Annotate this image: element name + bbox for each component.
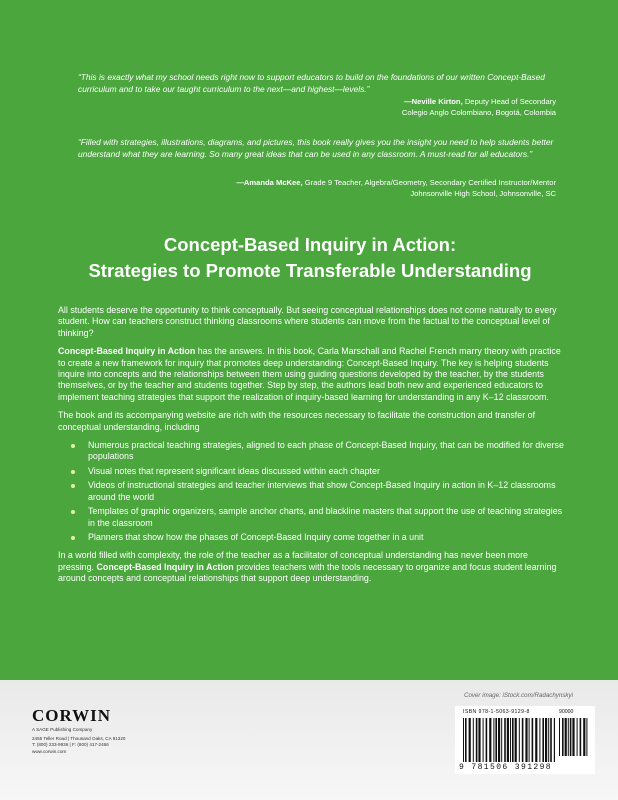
headline-line-2: Strategies to Promote Transferable Understanding	[88, 260, 532, 281]
paragraph-3: The book and its accompanying website are rich with the resources necessary to facilitate the construction and transfer of conceptual understanding, including	[58, 410, 536, 432]
cover-credit: Cover image: iStock.com/Radachynskyi	[463, 692, 573, 699]
endorsement-quote-2: “Filled with strategies, illustrations, diagrams, and pictures, this book really gives you the insight you need to help students better understand what they are learning. So many great ideas that can be used in any classroom. A must-read for all educators.”	[78, 137, 554, 159]
list-item: Planners that show how the phases of Concept-Based Inquiry come together in a unit	[88, 532, 566, 543]
publisher-address	[32, 736, 125, 755]
paragraph-1: All students deserve the opportunity to think conceptually. But seeing conceptual relationships does not come naturally to every student. How can teachers construct thinking classrooms where students can move from the factual to the conceptual level of thinking?	[58, 305, 557, 338]
book-headline	[40, 232, 580, 284]
book-title-bold-2: Concept-Based Inquiry in Action	[96, 561, 234, 572]
endorsement-quote-1: “This is exactly what my school needs right now to support educators to build on the foundations of our written Concept-Based curriculum and to take our taught curriculum to the next—and highest—levels.”	[78, 72, 545, 94]
endorsement-attribution-2	[236, 178, 556, 199]
endorsement-attribution-1	[402, 97, 556, 118]
logo-subtitle: A SAGE Publishing Company	[32, 727, 93, 732]
addon-number: 90000	[559, 709, 574, 715]
endorser-title-2: Grade 9 Teacher, Algebra/Geometry, Secondary Certified Instructor/Mentor	[304, 178, 556, 187]
endorser-name-2: —Amanda McKee,	[236, 178, 303, 187]
headline-line-1: Concept-Based Inquiry in Action:	[163, 234, 457, 255]
list-item: Videos of instructional strategies and teacher interviews that show Concept-Based Inquiry in action in K–12 classrooms around the world	[88, 480, 566, 503]
paragraph-2-text: has the answers. In this book, Carla Marschall and Rachel French marry theory with practice to create a new framework for inquiry that promotes deep understanding: Concept-Based Inquiry. The key is helping students inquire into concepts and the relationships between them using guiding questions developed by the teacher, by the students themselves, or by the teacher and students together. Step by step, the authors lead both new and experienced educators to implement teaching strategies that support the realization of inquiry-based learning for understanding in any K–12 classroom.	[58, 346, 561, 402]
addon-barcode-bars	[559, 718, 589, 762]
isbn-text: ISBN 978-1-5063-9129-8	[463, 709, 530, 715]
website-line: www.corwin.com	[32, 748, 67, 754]
list-item: Templates of graphic organizers, sample anchor charts, and blackline masters that support the use of teaching strategies in the classroom	[88, 506, 566, 529]
isbn-barcode	[455, 706, 595, 774]
endorser-title-1: Deputy Head of Secondary	[464, 97, 556, 106]
endorser-name-1: —Neville Kirton,	[404, 97, 463, 106]
feature-list	[58, 440, 566, 543]
phone-line: T: (800) 233-9936 | F: (800) 417-2466	[32, 742, 109, 748]
barcode-bars	[463, 718, 555, 762]
list-item: Visual notes that represent significant ideas discussed within each chapter	[88, 466, 566, 477]
logo-wordmark: CORWIN	[32, 706, 112, 725]
book-title-bold: Concept-Based Inquiry in Action	[58, 346, 196, 357]
list-item: Numerous practical teaching strategies, aligned to each phase of Concept-Based Inquiry, that can be modified for diverse populations	[88, 440, 566, 463]
paragraph-4-end: provides teachers with the tools necessary to organize and focus student learning around concepts and conceptual relationships that support deep understanding.	[58, 561, 557, 584]
description-body	[58, 305, 566, 592]
paragraph-4-start: In a world filled with complexity, the role of the teacher as a facilitator of conceptual understanding has never been more pressing.	[58, 550, 528, 572]
barcode-number: 9 781506 391298	[459, 763, 553, 772]
endorser-affiliation-1: Colegio Anglo Colombiano, Bogotá, Colombia	[401, 107, 556, 117]
endorser-affiliation-2: Johnsonville High School, Johnsonville, SC	[410, 188, 556, 198]
paragraph-2	[58, 346, 566, 403]
publisher-logo	[32, 706, 111, 732]
paragraph-4	[58, 550, 566, 584]
address-line: 2455 Teller Road | Thousand Oaks, CA 91320	[32, 736, 126, 741]
